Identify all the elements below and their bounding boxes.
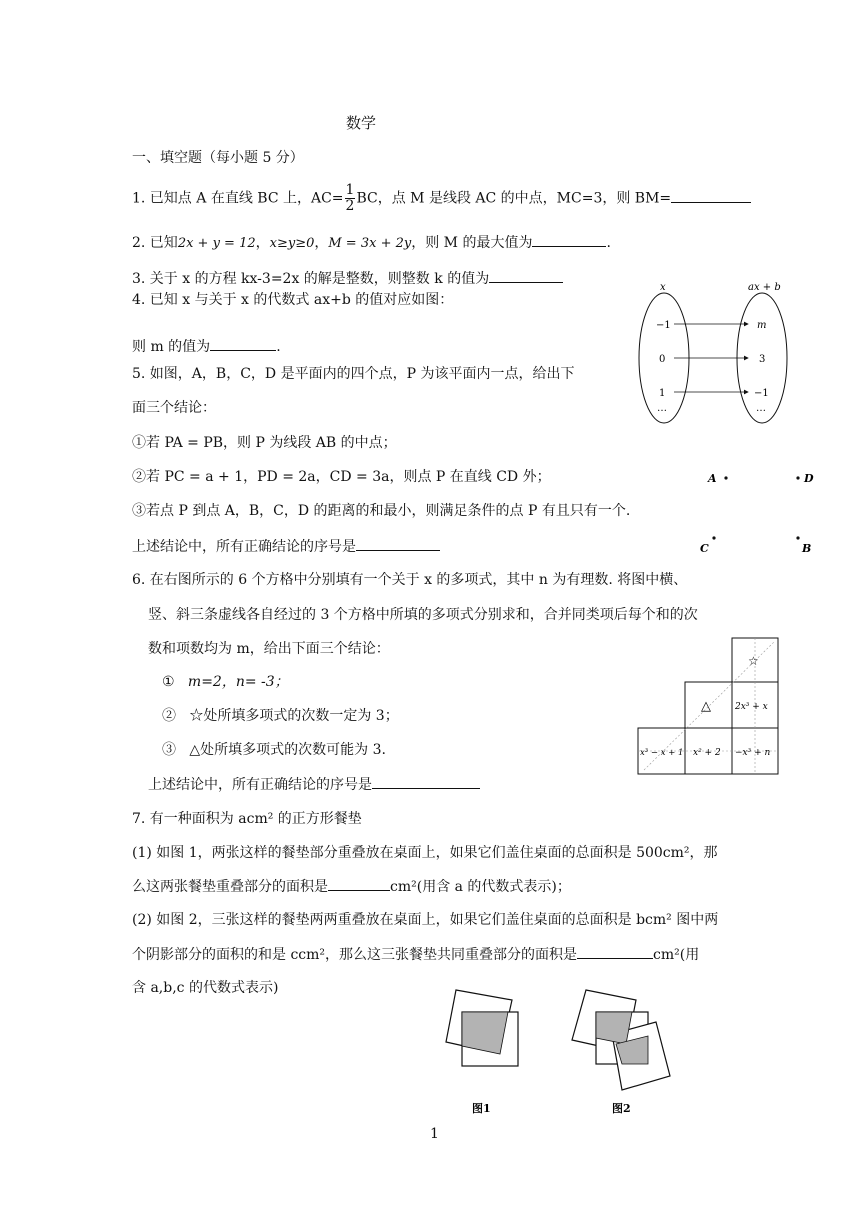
- point-label-d: D: [804, 472, 814, 485]
- star-symbol: ☆: [748, 654, 759, 668]
- map-left-item: …: [657, 403, 667, 414]
- q5-conclusion-3: ③若点 P 到点 A，B，C，D 的距离的和最小，则满足条件的点 P 有且只有一个.: [132, 503, 631, 519]
- q1-text-post: BC，点 M 是线段 AC 的中点，MC=3，则 BM=: [356, 190, 672, 207]
- q2-end: .: [606, 235, 611, 251]
- q5-conclusion-1: ①若 PA = PB，则 P 为线段 AB 的中点；: [132, 435, 397, 451]
- q2-text-post: ，则 M 的最大值为: [411, 235, 533, 251]
- q1-fraction: [345, 183, 356, 214]
- q7-part2-line2: [132, 944, 699, 965]
- q5-line1: 5. 如图，A，B，C，D 是平面内的四个点，P 为该平面内一点，给出下: [132, 366, 575, 382]
- point-c: [712, 536, 715, 539]
- q7-line1: 7. 有一种面积为 acm² 的正方形餐垫: [132, 811, 362, 827]
- q7-p2-pre: 个阴影部分的面积的和是 ccm²，那么这三张餐垫共同重叠部分的面积是: [132, 947, 578, 963]
- q3-answer-blank[interactable]: [489, 268, 563, 283]
- map-right-item: 3: [759, 354, 766, 365]
- q4-line2: [132, 336, 281, 357]
- q2-text-pre: 2. 已知: [132, 235, 178, 251]
- q7-part2-line3: 含 a,b,c 的代数式表示): [132, 980, 279, 996]
- question-2: [132, 232, 611, 254]
- page-number: 1: [430, 1126, 439, 1142]
- q7-p2-post: cm²(用: [653, 947, 700, 963]
- q4-end: .: [276, 339, 281, 355]
- cell-r3c2-text: x² + 2: [693, 748, 721, 758]
- q5-answer-blank[interactable]: [356, 536, 440, 551]
- q4-text-pre: 则 m 的值为: [132, 339, 211, 355]
- q7-part2-line1: (2) 如图 2，三张这样的餐垫两两重叠放在桌面上，如果它们盖住桌面的总面积是 bcm² 图中两: [132, 912, 719, 928]
- q6-line3: 数和项数均为 m，给出下面三个结论：: [148, 641, 390, 657]
- q6-line2: 竖、斜三条虚线各自经过的 3 个方格中所填的多项式分别求和，合并同类项后每个和的次: [148, 607, 698, 623]
- placemat-figures: [400, 982, 718, 1118]
- q5-ask: [132, 536, 440, 557]
- q6-conclusion-1: [162, 672, 289, 692]
- q2-sep1: ，: [255, 235, 270, 251]
- q6-ask: [148, 774, 480, 795]
- point-label-c: C: [700, 542, 709, 555]
- q6-conclusion-3: [162, 740, 386, 760]
- map-right-item: −1: [754, 388, 769, 399]
- triangle-symbol: △: [701, 699, 711, 714]
- q2-answer-blank[interactable]: [532, 232, 606, 247]
- q2-eq2: x≥y≥0: [269, 236, 315, 251]
- question-3: [132, 268, 563, 289]
- q6-conclusion-2: [162, 706, 399, 726]
- q4-answer-blank[interactable]: [210, 336, 276, 351]
- section-heading: 一、填空题（每小题 5 分）: [132, 150, 304, 166]
- q2-sep2: ，: [314, 235, 329, 251]
- q1-frac-den: 2: [345, 198, 355, 214]
- q6-answer-blank[interactable]: [372, 774, 480, 789]
- q6-c2-text: ☆处所填多项式的次数一定为 3；: [189, 708, 399, 724]
- q1-frac-num: 1: [345, 182, 355, 198]
- q1-text-pre: 1. 已知点 A 在直线 BC 上，AC=: [132, 190, 344, 207]
- q6-ask-text: 上述结论中，所有正确结论的序号是: [148, 777, 372, 793]
- cell-r3c1-text: x³ − x + 1: [640, 748, 684, 758]
- q7-part1-line1: (1) 如图 1，两张这样的餐垫部分重叠放在桌面上，如果它们盖住桌面的总面积是 500cm²，那: [132, 845, 718, 861]
- map-right-item: m: [757, 320, 767, 331]
- fig1-caption: 图1: [472, 1102, 491, 1115]
- q1-answer-blank[interactable]: [671, 188, 751, 203]
- point-label-b: B: [802, 542, 812, 555]
- map-left-label: x: [660, 282, 666, 293]
- q6-c1-text: m=2，n= -3；: [187, 674, 289, 690]
- q7-p2-answer-blank[interactable]: [577, 944, 653, 959]
- cell-r2c3-text: 2x³ + x: [735, 702, 768, 712]
- mapping-diagram: [630, 280, 800, 430]
- points-diagram: [700, 462, 830, 562]
- q7-p1-pre: 么这两张餐垫重叠部分的面积是: [132, 879, 328, 895]
- point-d: [796, 476, 799, 479]
- map-right-label: ax + b: [748, 282, 781, 293]
- fig2-caption: 图2: [612, 1102, 631, 1115]
- q2-eq3: M = 3x + 2y: [328, 236, 412, 251]
- q6-line1: 6. 在右图所示的 6 个方格中分别填有一个关于 x 的多项式，其中 n 为有理数. 将图中横、: [132, 572, 688, 588]
- point-label-a: A: [708, 472, 717, 485]
- q5-line2: 面三个结论：: [132, 400, 216, 416]
- fig2-shade-1: [596, 1012, 632, 1044]
- q2-eq1: 2x + y = 12: [177, 236, 256, 251]
- figure-1: [446, 990, 518, 1066]
- question-1: [132, 183, 751, 214]
- map-right-item: …: [756, 403, 766, 414]
- map-left-item: −1: [656, 320, 671, 331]
- q6-c2-mark: ②: [162, 708, 176, 724]
- figure-2: [572, 990, 670, 1090]
- map-left-item: 0: [659, 354, 666, 365]
- point-b: [796, 536, 799, 539]
- q6-c1-mark: ①: [162, 674, 175, 690]
- q6-c3-text: △处所填多项式的次数可能为 3.: [189, 742, 386, 758]
- polynomial-grid: [636, 636, 782, 778]
- q3-text: 3. 关于 x 的方程 kx-3=2x 的解是整数，则整数 k 的值为: [132, 271, 490, 287]
- q6-c3-mark: ③: [162, 742, 176, 758]
- map-left-item: 1: [659, 388, 666, 399]
- point-a: [724, 476, 727, 479]
- q4-line1: 4. 已知 x 与关于 x 的代数式 ax+b 的值对应如图：: [132, 292, 454, 308]
- cell-r3c3-text: −x³ + n: [735, 748, 771, 758]
- q7-part1-line2: [132, 876, 571, 897]
- q7-p1-answer-blank[interactable]: [328, 876, 390, 891]
- q5-ask-text: 上述结论中，所有正确结论的序号是: [132, 539, 356, 555]
- q5-conclusion-2: ②若 PC = a + 1，PD = 2a，CD = 3a，则点 P 在直线 CD 外；: [132, 469, 551, 485]
- q7-p1-post: cm²(用含 a 的代数式表示)；: [390, 879, 571, 895]
- fig1-overlap-shade: [462, 1012, 508, 1054]
- page-title: 数学: [346, 114, 377, 132]
